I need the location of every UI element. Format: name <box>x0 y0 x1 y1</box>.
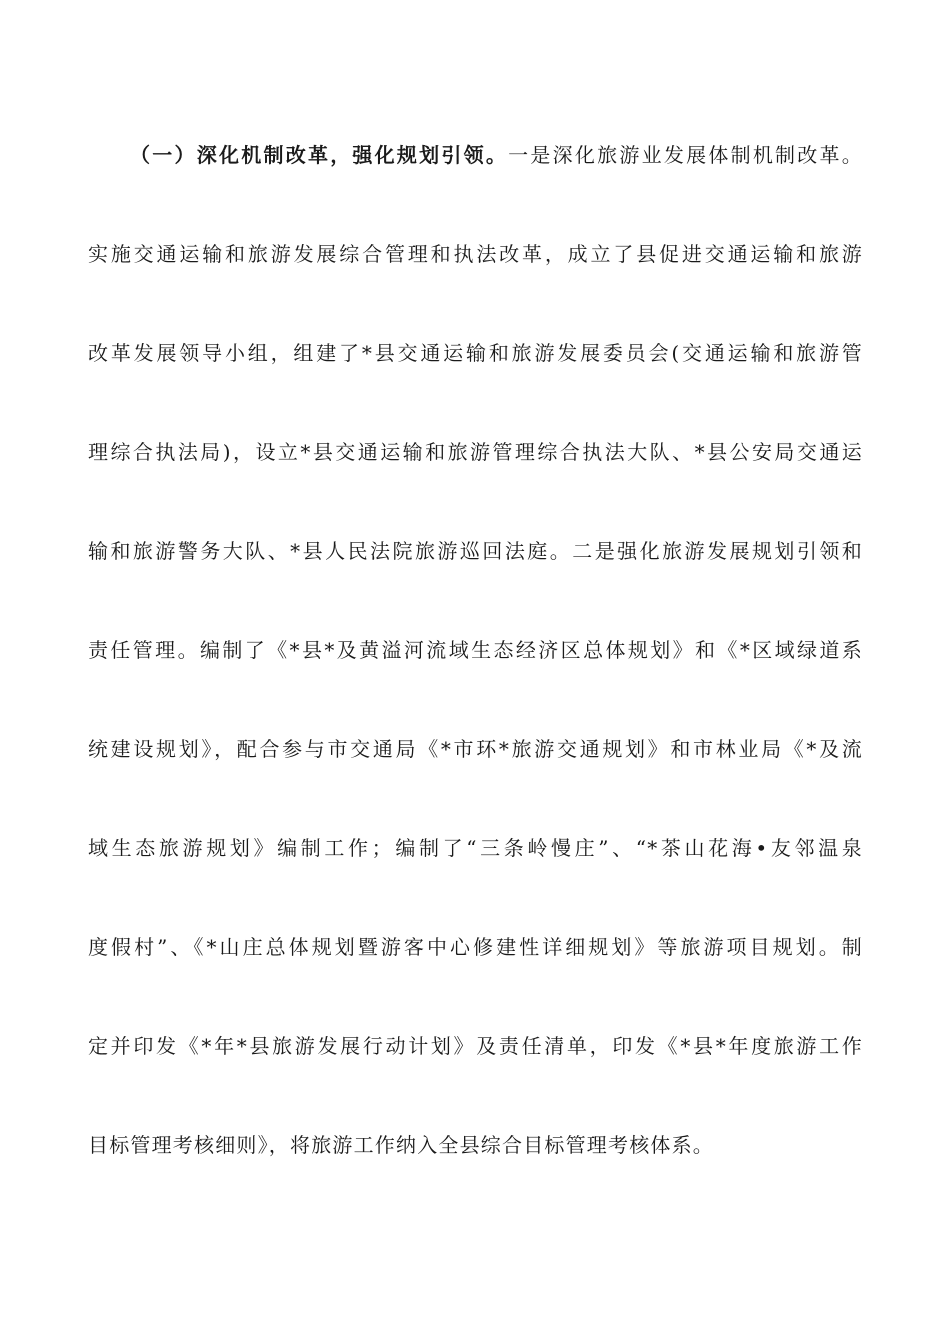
paragraph-line-2: 实施交通运输和旅游发展综合管理和执法改革，成立了县促进交通运输和旅游 <box>88 242 863 266</box>
paragraph-line-7: 统建设规划》，配合参与市交通局《*市环*旅游交通规划》和市林业局《*及流 <box>88 737 863 761</box>
paragraph-line-10: 定并印发《*年*县旅游发展行动计划》及责任清单，印发《*县*年度旅游工作 <box>88 1034 863 1058</box>
body-paragraph <box>88 131 863 1220</box>
section-heading: （一）深化机制改革，强化规划引领。 <box>130 143 509 167</box>
paragraph-line-8: 域生态旅游规划》编制工作；编制了“三条岭慢庄”、“*茶山花海•友邻温泉 <box>88 836 863 860</box>
paragraph-line-1 <box>88 131 863 180</box>
paragraph-line-11: 目标管理考核细则》，将旅游工作纳入全县综合目标管理考核体系。 <box>88 1133 714 1157</box>
line-1-text: 一是深化旅游业发展体制机制改革。 <box>508 143 863 167</box>
paragraph-line-5: 输和旅游警务大队、*县人民法院旅游巡回法庭。二是强化旅游发展规划引领和 <box>88 539 863 563</box>
paragraph-line-6: 责任管理。编制了《*县*及黄溢河流域生态经济区总体规划》和《*区域绿道系 <box>88 638 863 662</box>
paragraph-line-3: 改革发展领导小组，组建了*县交通运输和旅游发展委员会(交通运输和旅游管 <box>88 341 863 365</box>
paragraph-line-4: 理综合执法局)，设立*县交通运输和旅游管理综合执法大队、*县公安局交通运 <box>88 440 863 464</box>
paragraph-line-9: 度假村”、《*山庄总体规划暨游客中心修建性详细规划》等旅游项目规划。制 <box>88 935 863 959</box>
